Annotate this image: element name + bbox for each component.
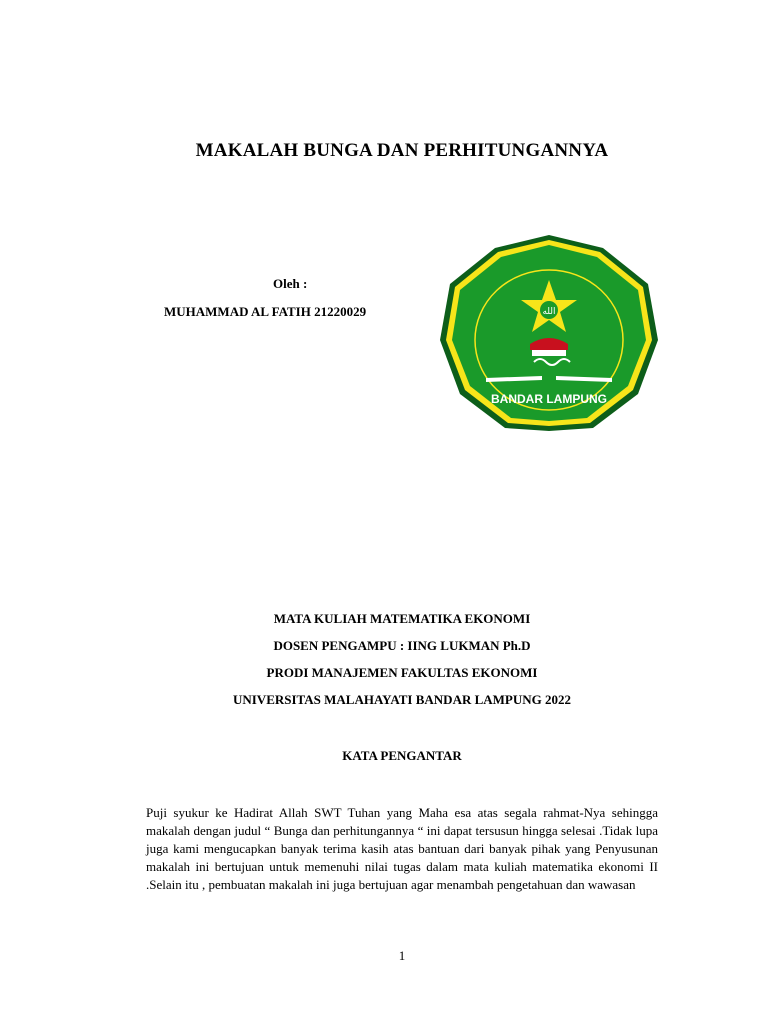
- by-label: Oleh :: [273, 276, 308, 291]
- university-name: UNIVERSITAS MALAHAYATI BANDAR LAMPUNG 2022: [232, 692, 572, 707]
- author-name: MUHAMMAD AL FATIH 21220029: [164, 304, 367, 319]
- section-heading: KATA PENGANTAR: [342, 748, 462, 763]
- logo-center-glyph: الله: [542, 307, 556, 317]
- document-title: MAKALAH BUNGA DAN PERHITUNGANNYA: [195, 140, 609, 161]
- logo-bottom-text: BANDAR LAMPUNG: [491, 392, 607, 406]
- program-name: PRODI MANAJEMEN FAKULTAS EKONOMI: [266, 665, 538, 680]
- page-number: 1: [398, 948, 406, 963]
- body-paragraph: Puji syukur ke Hadirat Allah SWT Tuhan yang Maha esa atas segala rahmat-Nya sehingga makalah dengan judul “ Bunga dan perhitungannya “ ini dapat tersusun hingga selesai .Tidak lupa juga kami mengucapkan banyak terima kasih atas bantuan dari banyak pihak yang Penyusunan makalah ini bertujuan untuk memenuhi nilai tugas dalam mata kuliah matematika ekonomi II .Selain itu , pembuatan makalah ini juga bertujuan agar menambah pengetahuan dan wawasan: [146, 805, 658, 892]
- lecturer-name: DOSEN PENGAMPU : IING LUKMAN Ph.D: [273, 638, 531, 653]
- course-info: [0, 610, 768, 718]
- university-logo: [438, 232, 660, 432]
- course-name: MATA KULIAH MATEMATIKA EKONOMI: [273, 611, 531, 626]
